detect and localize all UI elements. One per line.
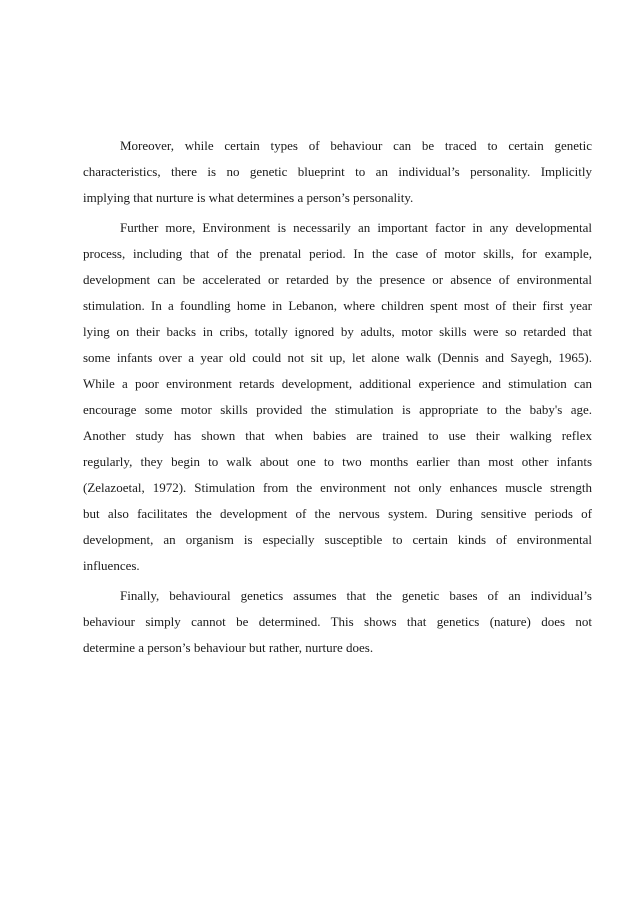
paragraph-3 — [46, 583, 592, 661]
text-line: influences. — [83, 558, 140, 573]
text-line: but also facilitates the development of the nervous system. During sensitive periods of — [83, 506, 592, 521]
text-line: development can be accelerated or retarded by the presence or absence of environmental — [83, 272, 592, 287]
text-line: some infants over a year old could not sit up, let alone walk (Dennis and Sayegh, 1965). — [83, 350, 592, 365]
text-line: regularly, they begin to walk about one to two months earlier than most other infants — [83, 454, 592, 469]
paragraph-2 — [46, 215, 592, 579]
text-line: Finally, behavioural genetics assumes that the genetic bases of an individual’s — [120, 588, 592, 603]
text-line: behaviour simply cannot be determined. This shows that genetics (nature) does not — [83, 614, 592, 629]
text-line: While a poor environment retards development, additional experience and stimulation can — [83, 376, 592, 391]
text-line: process, including that of the prenatal period. In the case of motor skills, for example, — [83, 246, 592, 261]
text-line: stimulation. In a foundling home in Lebanon, where children spent most of their first year — [83, 298, 592, 313]
text-line: Moreover, while certain types of behaviour can be traced to certain genetic — [120, 138, 592, 153]
text-line: implying that nurture is what determines a person’s personality. — [83, 190, 414, 205]
text-line: Further more, Environment is necessarily an important factor in any developmental — [120, 220, 592, 235]
text-line: determine a person’s behaviour but rather, nurture does. — [83, 640, 374, 655]
text-line: lying on their backs in cribs, totally ignored by adults, motor skills were so retarded that — [83, 324, 592, 339]
document-body — [46, 133, 592, 665]
paragraph-1 — [46, 133, 592, 211]
text-line: development, an organism is especially susceptible to certain kinds of environmental — [83, 532, 592, 547]
text-line: Another study has shown that when babies are trained to use their walking reflex — [83, 428, 592, 443]
text-line: encourage some motor skills provided the stimulation is appropriate to the baby's age. — [83, 402, 592, 417]
text-line: (Zelazoetal, 1972). Stimulation from the environment not only enhances muscle strength — [83, 480, 592, 495]
text-line: characteristics, there is no genetic blueprint to an individual’s personality. Implicitly — [83, 164, 592, 179]
